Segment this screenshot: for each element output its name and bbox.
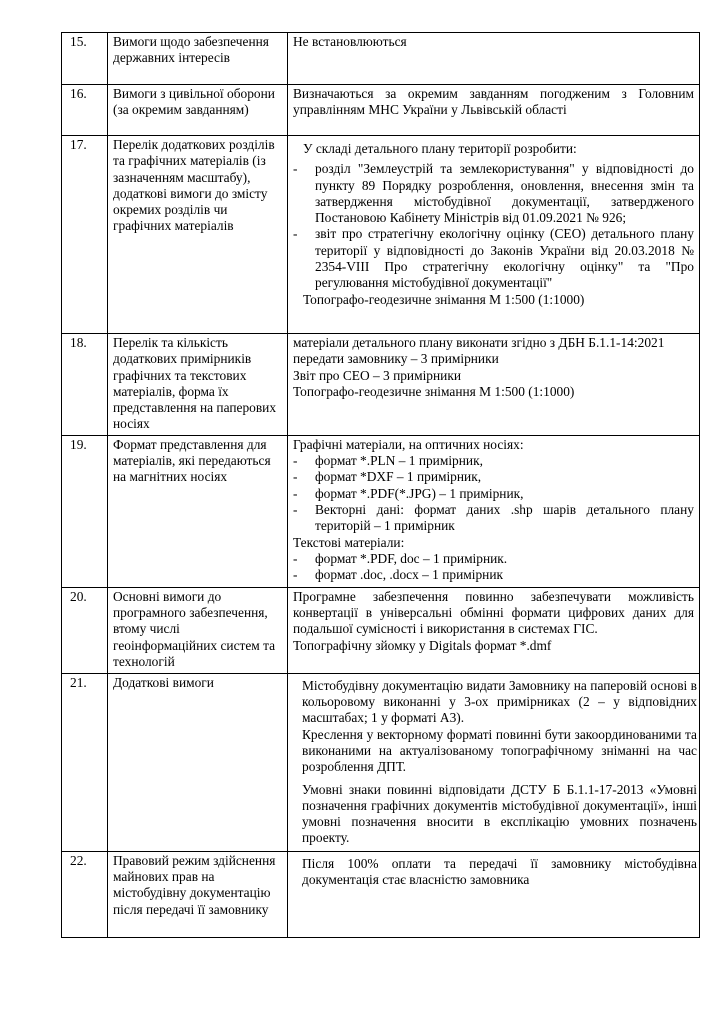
content-line: матеріали детального плану виконати згідно з ДБН Б.1.1-14:2021 (293, 335, 665, 350)
content-paragraph: Програмне забезпечення повинно забезпечувати можливість конвертації в універсальні обмінні формати цифрових даних для подальшої сумісності і використання в системах ГІС. (293, 588, 694, 637)
list-item (293, 453, 694, 469)
row-content (288, 673, 700, 851)
table-row (62, 136, 700, 334)
row-title: Вимоги щодо забезпечення державних інтересів (108, 33, 288, 85)
row-content: Не встановлюються (288, 33, 700, 85)
list-item (293, 226, 694, 291)
row-number: 19. (62, 435, 108, 587)
table-row (62, 587, 700, 673)
dash-marker: - (293, 161, 298, 177)
row-title: Правовий режим здійснення майнових прав на містобудівну документацію після передачі її замовнику (108, 851, 288, 937)
intro-text: У складі детального плану території розробити: (303, 141, 577, 156)
list-item (293, 567, 694, 583)
graphic-materials-title: Графічні матеріали, на оптичних носіях: (293, 436, 524, 452)
dash-marker: - (293, 550, 298, 566)
list-item-text: формат *DXF – 1 примірник, (315, 469, 482, 485)
content-paragraph: Містобудівну документацію видати Замовнику на паперовій основі в кольоровому виконанні у 3-ох примірниках (2 – у відповідних масштабах; 1 у форматі А3). (302, 677, 697, 726)
dash-marker: - (293, 567, 298, 583)
table-row (62, 33, 700, 85)
dash-marker: - (293, 485, 298, 501)
table-row (62, 435, 700, 587)
footer-text: Топографо-геодезичне знімання М 1:500 (1:1000) (303, 291, 585, 307)
row-title: Перелік та кількість додаткових примірників графічних та текстових матеріалів, форма їх представлення на паперових носіях (108, 334, 288, 436)
row-number: 17. (62, 136, 108, 334)
list-item (293, 551, 694, 567)
dash-marker: - (293, 453, 298, 469)
row-content (288, 851, 700, 937)
row-content (288, 587, 700, 673)
list-item-text: розділ "Землеустрій та землекористування" у відповідності до пункту 89 Порядку розроблення, оновлення, внесення змін та затвердження містобудівної документації, затвердженого Постановою Кабінету Міністрів від 01.09.2021 № 926; (315, 161, 694, 226)
table-row (62, 334, 700, 436)
list-item-text: звіт про стратегічну екологічну оцінку (СЕО) детального плану території у відповідності до Законів України від 20.03.2018 № 2354-VIII Про стратегічну екологічну оцінку" та "Про регулювання містобудівної документації" (315, 226, 694, 291)
list-item (293, 469, 694, 485)
dash-marker: - (293, 226, 298, 242)
content-line: Звіт про СЕО – 3 примірники (293, 367, 461, 383)
row-content (288, 136, 700, 334)
row-title: Основні вимоги до програмного забезпечення, втому числі геоінформаційних систем та технологій (108, 587, 288, 673)
table-row (62, 673, 700, 851)
row-title: Перелік додаткових розділів та графічних матеріалів (із зазначенням масштабу), додаткові вимоги до змісту окремих розділів чи графічних матеріалів (108, 136, 288, 334)
row-title: Додаткові вимоги (108, 673, 288, 851)
content-paragraph: Умовні знаки повинні відповідати ДСТУ Б Б.1.1-17-2013 «Умовні позначення графічних документів містобудівної документації», інші умовні позначення вносити в експлікацію умовних позначень проекту. (302, 781, 697, 846)
requirements-table (61, 32, 700, 938)
table-row (62, 851, 700, 937)
row-content: Визначаються за окремим завданням погодженим з Головним управлінням МНС України у Львівській області (288, 85, 700, 136)
list-item-text: Векторні дані: формат даних .shp шарів детального плану територій – 1 примірник (315, 501, 694, 534)
content-line: Топографо-геодезичне знімання М 1:500 (1:1000) (293, 383, 575, 399)
row-number: 16. (62, 85, 108, 136)
content-line: передати замовнику – 3 примірники (293, 351, 499, 367)
list-item-text: формат *.PDF(*.JPG) – 1 примірник, (315, 485, 524, 501)
list-item-text: формат .doc, .docx – 1 примірник (315, 567, 503, 583)
text-materials-title: Текстові матеріали: (293, 534, 405, 550)
row-number: 22. (62, 851, 108, 937)
row-title: Формат представлення для матеріалів, які передаються на магнітних носіях (108, 435, 288, 587)
row-number: 21. (62, 673, 108, 851)
list-item (293, 161, 694, 226)
row-content (288, 435, 700, 587)
content-paragraph: Топографічну зйомку у Digitals формат *.dmf (293, 637, 552, 653)
list-item (293, 486, 694, 502)
table-row (62, 85, 700, 136)
list-item-text: формат *.PDF, doc – 1 примірник. (315, 550, 508, 566)
dash-marker: - (293, 469, 298, 485)
dash-marker: - (293, 501, 298, 517)
row-number: 20. (62, 587, 108, 673)
row-number: 18. (62, 334, 108, 436)
list-item (293, 502, 694, 535)
row-number: 15. (62, 33, 108, 85)
row-title: Вимоги з цивільної оборони (за окремим завданням) (108, 85, 288, 136)
list-item-text: формат *.PLN – 1 примірник, (315, 453, 483, 469)
row-content (288, 334, 700, 436)
content-paragraph: Після 100% оплати та передачі її замовнику містобудівна документація стає власністю замовника (302, 855, 697, 888)
content-paragraph: Креслення у векторному форматі повинні бути закоординованими та виконаними на актуалізованому топографічному зніманні на час розроблення ДПТ. (302, 726, 697, 775)
